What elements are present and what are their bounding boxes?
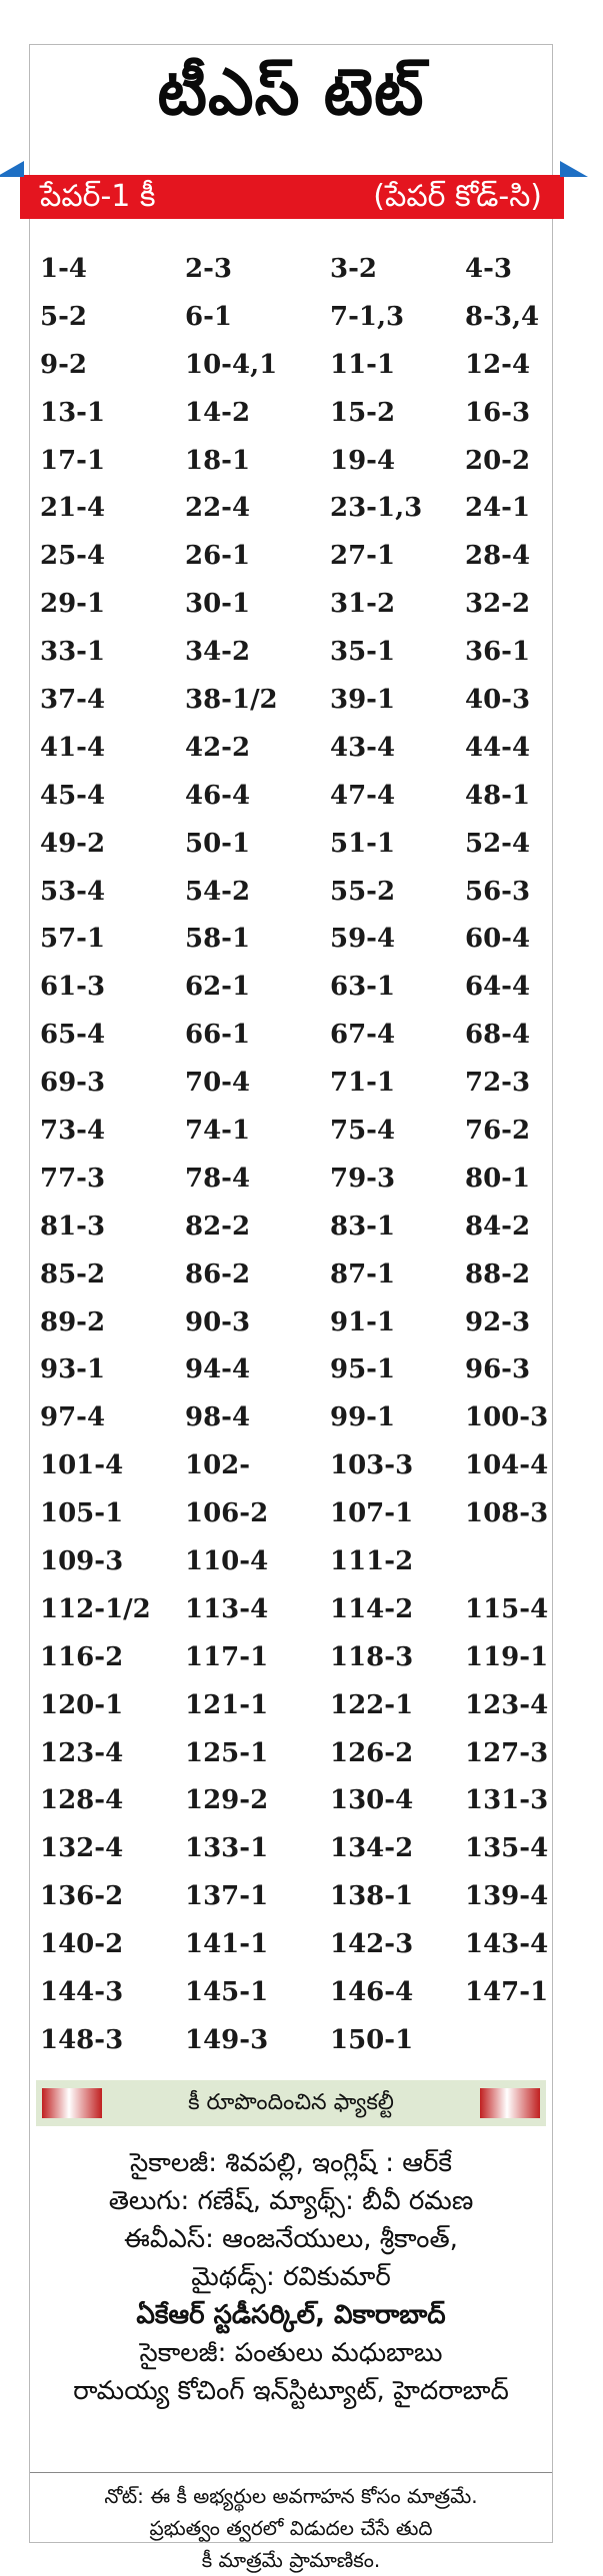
answer-cell: 49-2 xyxy=(40,828,106,859)
answer-cell: 133-1 xyxy=(185,1833,269,1864)
answer-cell: 104-4 xyxy=(465,1450,549,1481)
answer-cell: 59-4 xyxy=(330,924,396,955)
faculty-institute: ఏకేఆర్ స్టడీసర్కిల్, వికారాబాద్ xyxy=(136,2300,446,2330)
answer-row xyxy=(40,532,550,580)
answer-row xyxy=(40,1585,550,1633)
answer-cell: 98-4 xyxy=(185,1402,251,1433)
answer-cell: 55-2 xyxy=(330,876,396,907)
answer-cell: 46-4 xyxy=(185,780,251,811)
answer-cell: 48-1 xyxy=(465,780,531,811)
answer-cell: 15-2 xyxy=(330,397,396,428)
answer-grid xyxy=(40,245,550,2064)
answer-cell: 35-1 xyxy=(330,637,396,668)
answer-cell: 53-4 xyxy=(40,876,106,907)
answer-cell: 39-1 xyxy=(330,684,396,715)
answer-cell: 112-1/2 xyxy=(40,1593,151,1624)
answer-row xyxy=(40,484,550,532)
answer-cell: 33-1 xyxy=(40,637,106,668)
answer-cell: 73-4 xyxy=(40,1115,106,1146)
answer-cell: 132-4 xyxy=(40,1833,124,1864)
answer-cell: 79-3 xyxy=(330,1163,396,1194)
answer-cell: 10-4,1 xyxy=(185,349,278,380)
faculty-line: తెలుగు: గణేష్, మ్యాథ్స్: బీవీ రమణ xyxy=(108,2186,474,2216)
answer-cell: 57-1 xyxy=(40,924,106,955)
answer-cell: 115-4 xyxy=(465,1593,549,1624)
answer-cell: 16-3 xyxy=(465,397,531,428)
answer-row xyxy=(40,1920,550,1968)
answer-row xyxy=(40,1872,550,1920)
answer-row xyxy=(40,1011,550,1059)
answer-cell: 21-4 xyxy=(40,493,106,524)
answer-cell: 43-4 xyxy=(330,732,396,763)
answer-cell: 113-4 xyxy=(185,1593,269,1624)
answer-cell: 131-3 xyxy=(465,1785,549,1816)
answer-cell: 123-4 xyxy=(40,1737,124,1768)
answer-cell: 150-1 xyxy=(330,2024,414,2055)
note-line: నోట్: ఈ కీ అభ్యర్థుల అవగాహన కోసం మాత్రమే. xyxy=(104,2484,478,2508)
answer-cell: 135-4 xyxy=(465,1833,549,1864)
answer-cell: 116-2 xyxy=(40,1641,124,1672)
answer-row xyxy=(40,1968,550,2016)
answer-row xyxy=(40,1729,550,1777)
answer-row xyxy=(40,1489,550,1537)
answer-cell: 37-4 xyxy=(40,684,106,715)
answer-row xyxy=(40,724,550,772)
answer-cell: 76-2 xyxy=(465,1115,531,1146)
answer-row xyxy=(40,1633,550,1681)
answer-cell: 119-1 xyxy=(465,1641,549,1672)
answer-cell: 80-1 xyxy=(465,1163,531,1194)
answer-cell: 9-2 xyxy=(40,349,87,380)
answer-cell: 5-2 xyxy=(40,301,87,332)
answer-cell: 118-3 xyxy=(330,1641,414,1672)
answer-cell: 26-1 xyxy=(185,541,251,572)
answer-cell: 128-4 xyxy=(40,1785,124,1816)
answer-cell: 38-1/2 xyxy=(185,684,278,715)
answer-cell: 95-1 xyxy=(330,1354,396,1385)
answer-row xyxy=(40,1393,550,1441)
answer-cell: 97-4 xyxy=(40,1402,106,1433)
answer-cell: 12-4 xyxy=(465,349,531,380)
answer-row xyxy=(40,820,550,868)
answer-cell: 23-1,3 xyxy=(330,493,423,524)
answer-cell: 117-1 xyxy=(185,1641,269,1672)
answer-cell: 44-4 xyxy=(465,732,531,763)
faculty-line: ఈవీఎస్: ఆంజనేయులు, శ్రీకాంత్, xyxy=(124,2224,458,2254)
faculty-line: రామయ్య కోచింగ్ ఇన్‌స్టిట్యూట్, హైదరాబాద్ xyxy=(73,2376,509,2406)
answer-cell: 84-2 xyxy=(465,1211,531,1242)
answer-row xyxy=(40,1441,550,1489)
answer-key-card xyxy=(29,44,553,2572)
right-decor-bar-icon xyxy=(480,2088,540,2118)
answer-cell: 61-3 xyxy=(40,972,106,1003)
answer-cell: 82-2 xyxy=(185,1211,251,1242)
answer-cell: 56-3 xyxy=(465,876,531,907)
answer-cell: 109-3 xyxy=(40,1545,124,1576)
answer-cell: 101-4 xyxy=(40,1450,124,1481)
answer-cell: 29-1 xyxy=(40,589,106,620)
answer-cell: 45-4 xyxy=(40,780,106,811)
answer-row xyxy=(40,1059,550,1107)
note-divider xyxy=(30,2472,552,2473)
answer-cell: 145-1 xyxy=(185,1977,269,2007)
left-ribbon-fold-icon xyxy=(0,161,24,177)
answer-cell: 65-4 xyxy=(40,1020,106,1051)
answer-cell: 32-2 xyxy=(465,589,531,620)
answer-cell: 111-2 xyxy=(330,1545,414,1576)
answer-cell: 99-1 xyxy=(330,1402,396,1433)
answer-row xyxy=(40,1777,550,1825)
answer-cell: 90-3 xyxy=(185,1306,251,1337)
answer-cell: 122-1 xyxy=(330,1689,414,1720)
answer-cell: 42-2 xyxy=(185,732,251,763)
answer-cell: 114-2 xyxy=(330,1593,414,1624)
paper-code: (పేపర్ కోడ్-సి) xyxy=(373,179,542,214)
answer-cell: 8-3,4 xyxy=(465,301,540,332)
paper-label: పేపర్-1 కీ xyxy=(40,179,156,214)
faculty-line: సైకాలజీ: శివపల్లి, ఇంగ్లిష్ : ఆర్‌కే xyxy=(130,2148,452,2178)
answer-cell: 58-1 xyxy=(185,924,251,955)
answer-cell: 146-4 xyxy=(330,1977,414,2007)
answer-row xyxy=(40,1155,550,1203)
answer-row xyxy=(40,915,550,963)
answer-cell: 81-3 xyxy=(40,1211,106,1242)
answer-row xyxy=(40,1824,550,1872)
answer-cell: 85-2 xyxy=(40,1259,106,1289)
answer-cell: 94-4 xyxy=(185,1354,251,1385)
answer-cell: 130-4 xyxy=(330,1785,414,1816)
answer-cell: 24-1 xyxy=(465,493,531,524)
answer-row xyxy=(40,2016,550,2064)
answer-cell: 137-1 xyxy=(185,1881,269,1912)
answer-row xyxy=(40,437,550,485)
answer-cell: 88-2 xyxy=(465,1259,531,1289)
answer-cell: 106-2 xyxy=(185,1498,269,1529)
answer-cell: 17-1 xyxy=(40,445,106,476)
answer-cell: 28-4 xyxy=(465,541,531,572)
answer-cell: 127-3 xyxy=(465,1737,549,1768)
faculty-line: సైకాలజీ: పంతులు మధుబాబు xyxy=(139,2338,443,2368)
answer-cell: 134-2 xyxy=(330,1833,414,1864)
answer-cell: 140-2 xyxy=(40,1929,124,1960)
page-title: టీఎస్ టెట్ xyxy=(157,56,425,130)
answer-cell: 147-1 xyxy=(465,1977,549,2007)
answer-cell: 126-2 xyxy=(330,1737,414,1768)
answer-cell: 47-4 xyxy=(330,780,396,811)
answer-row xyxy=(40,245,550,293)
faculty-list xyxy=(30,2144,552,2410)
answer-cell: 2-3 xyxy=(185,253,232,284)
answer-cell: 52-4 xyxy=(465,828,531,859)
answer-cell: 92-3 xyxy=(465,1306,531,1337)
answer-cell: 67-4 xyxy=(330,1020,396,1051)
answer-row xyxy=(40,341,550,389)
answer-cell: 69-3 xyxy=(40,1068,106,1099)
answer-cell: 121-1 xyxy=(185,1689,269,1720)
answer-cell: 50-1 xyxy=(185,828,251,859)
answer-cell: 86-2 xyxy=(185,1259,251,1289)
answer-cell: 13-1 xyxy=(40,397,106,428)
answer-row xyxy=(40,628,550,676)
answer-cell: 129-2 xyxy=(185,1785,269,1816)
answer-cell: 63-1 xyxy=(330,972,396,1003)
answer-cell: 91-1 xyxy=(330,1306,396,1337)
answer-cell: 71-1 xyxy=(330,1068,396,1099)
answer-cell: 66-1 xyxy=(185,1020,251,1051)
right-ribbon-fold-icon xyxy=(560,161,588,177)
answer-cell: 105-1 xyxy=(40,1498,124,1529)
answer-row xyxy=(40,580,550,628)
answer-cell: 96-3 xyxy=(465,1354,531,1385)
answer-cell: 30-1 xyxy=(185,589,251,620)
answer-cell: 108-3 xyxy=(465,1498,549,1529)
answer-row xyxy=(40,1107,550,1155)
answer-cell: 93-1 xyxy=(40,1354,106,1385)
answer-cell: 148-3 xyxy=(40,2024,124,2055)
answer-cell: 51-1 xyxy=(330,828,396,859)
answer-cell: 149-3 xyxy=(185,2024,269,2055)
answer-cell: 70-4 xyxy=(185,1068,251,1099)
answer-row xyxy=(40,868,550,916)
answer-cell: 40-3 xyxy=(465,684,531,715)
answer-cell: 36-1 xyxy=(465,637,531,668)
answer-cell: 64-4 xyxy=(465,972,531,1003)
note-line: కీ మాత్రమే ప్రామాణికం. xyxy=(201,2548,381,2572)
answer-cell: 6-1 xyxy=(185,301,232,332)
paper-banner xyxy=(20,175,564,219)
answer-cell: 142-3 xyxy=(330,1929,414,1960)
answer-cell: 75-4 xyxy=(330,1115,396,1146)
answer-cell: 78-4 xyxy=(185,1163,251,1194)
answer-row xyxy=(40,772,550,820)
answer-cell: 41-4 xyxy=(40,732,106,763)
answer-cell: 27-1 xyxy=(330,541,396,572)
answer-cell: 60-4 xyxy=(465,924,531,955)
faculty-heading-bar xyxy=(36,2080,546,2126)
answer-row xyxy=(40,1251,550,1298)
answer-cell: 7-1,3 xyxy=(330,301,405,332)
answer-row xyxy=(40,1537,550,1585)
answer-row xyxy=(40,293,550,341)
answer-cell: 100-3 xyxy=(465,1402,549,1433)
answer-cell: 102- xyxy=(185,1450,251,1481)
answer-cell: 68-4 xyxy=(465,1020,531,1051)
answer-cell: 31-2 xyxy=(330,589,396,620)
answer-cell: 19-4 xyxy=(330,445,396,476)
answer-cell: 125-1 xyxy=(185,1737,269,1768)
answer-row xyxy=(40,1298,550,1346)
answer-cell: 144-3 xyxy=(40,1977,124,2007)
answer-cell: 139-4 xyxy=(465,1881,549,1912)
answer-cell: 123-4 xyxy=(465,1689,549,1720)
answer-cell: 77-3 xyxy=(40,1163,106,1194)
faculty-heading: కీ రూపొందించిన ఫ్యాకల్టీ xyxy=(188,2090,394,2115)
answer-cell: 18-1 xyxy=(185,445,251,476)
answer-row xyxy=(40,676,550,724)
answer-cell: 14-2 xyxy=(185,397,251,428)
answer-cell: 20-2 xyxy=(465,445,531,476)
answer-cell: 11-1 xyxy=(330,349,396,380)
answer-cell: 4-3 xyxy=(465,253,512,284)
answer-cell: 87-1 xyxy=(330,1259,396,1289)
note-line: ప్రభుత్వం త్వరలో విడుదల చేసే తుది xyxy=(149,2516,433,2540)
answer-cell: 74-1 xyxy=(185,1115,251,1146)
answer-cell: 54-2 xyxy=(185,876,251,907)
answer-row xyxy=(40,389,550,437)
answer-cell: 103-3 xyxy=(330,1450,414,1481)
note-block xyxy=(30,2480,552,2576)
answer-row xyxy=(40,1203,550,1251)
answer-cell: 62-1 xyxy=(185,972,251,1003)
answer-cell: 138-1 xyxy=(330,1881,414,1912)
answer-row xyxy=(40,1681,550,1729)
faculty-line: మైథడ్స్: రవికుమార్ xyxy=(191,2262,391,2292)
answer-cell: 72-3 xyxy=(465,1068,531,1099)
answer-cell: 25-4 xyxy=(40,541,106,572)
answer-row xyxy=(40,1345,550,1393)
left-decor-bar-icon xyxy=(42,2088,102,2118)
answer-cell: 143-4 xyxy=(465,1929,549,1960)
answer-cell: 1-4 xyxy=(40,253,87,284)
answer-cell: 136-2 xyxy=(40,1881,124,1912)
answer-cell: 34-2 xyxy=(185,637,251,668)
answer-cell: 83-1 xyxy=(330,1211,396,1242)
answer-cell: 120-1 xyxy=(40,1689,124,1720)
answer-cell: 110-4 xyxy=(185,1545,269,1576)
answer-cell: 89-2 xyxy=(40,1306,106,1337)
answer-cell: 107-1 xyxy=(330,1498,414,1529)
answer-row xyxy=(40,963,550,1011)
answer-cell: 141-1 xyxy=(185,1929,269,1960)
answer-cell: 3-2 xyxy=(330,253,377,284)
answer-cell: 22-4 xyxy=(185,493,251,524)
